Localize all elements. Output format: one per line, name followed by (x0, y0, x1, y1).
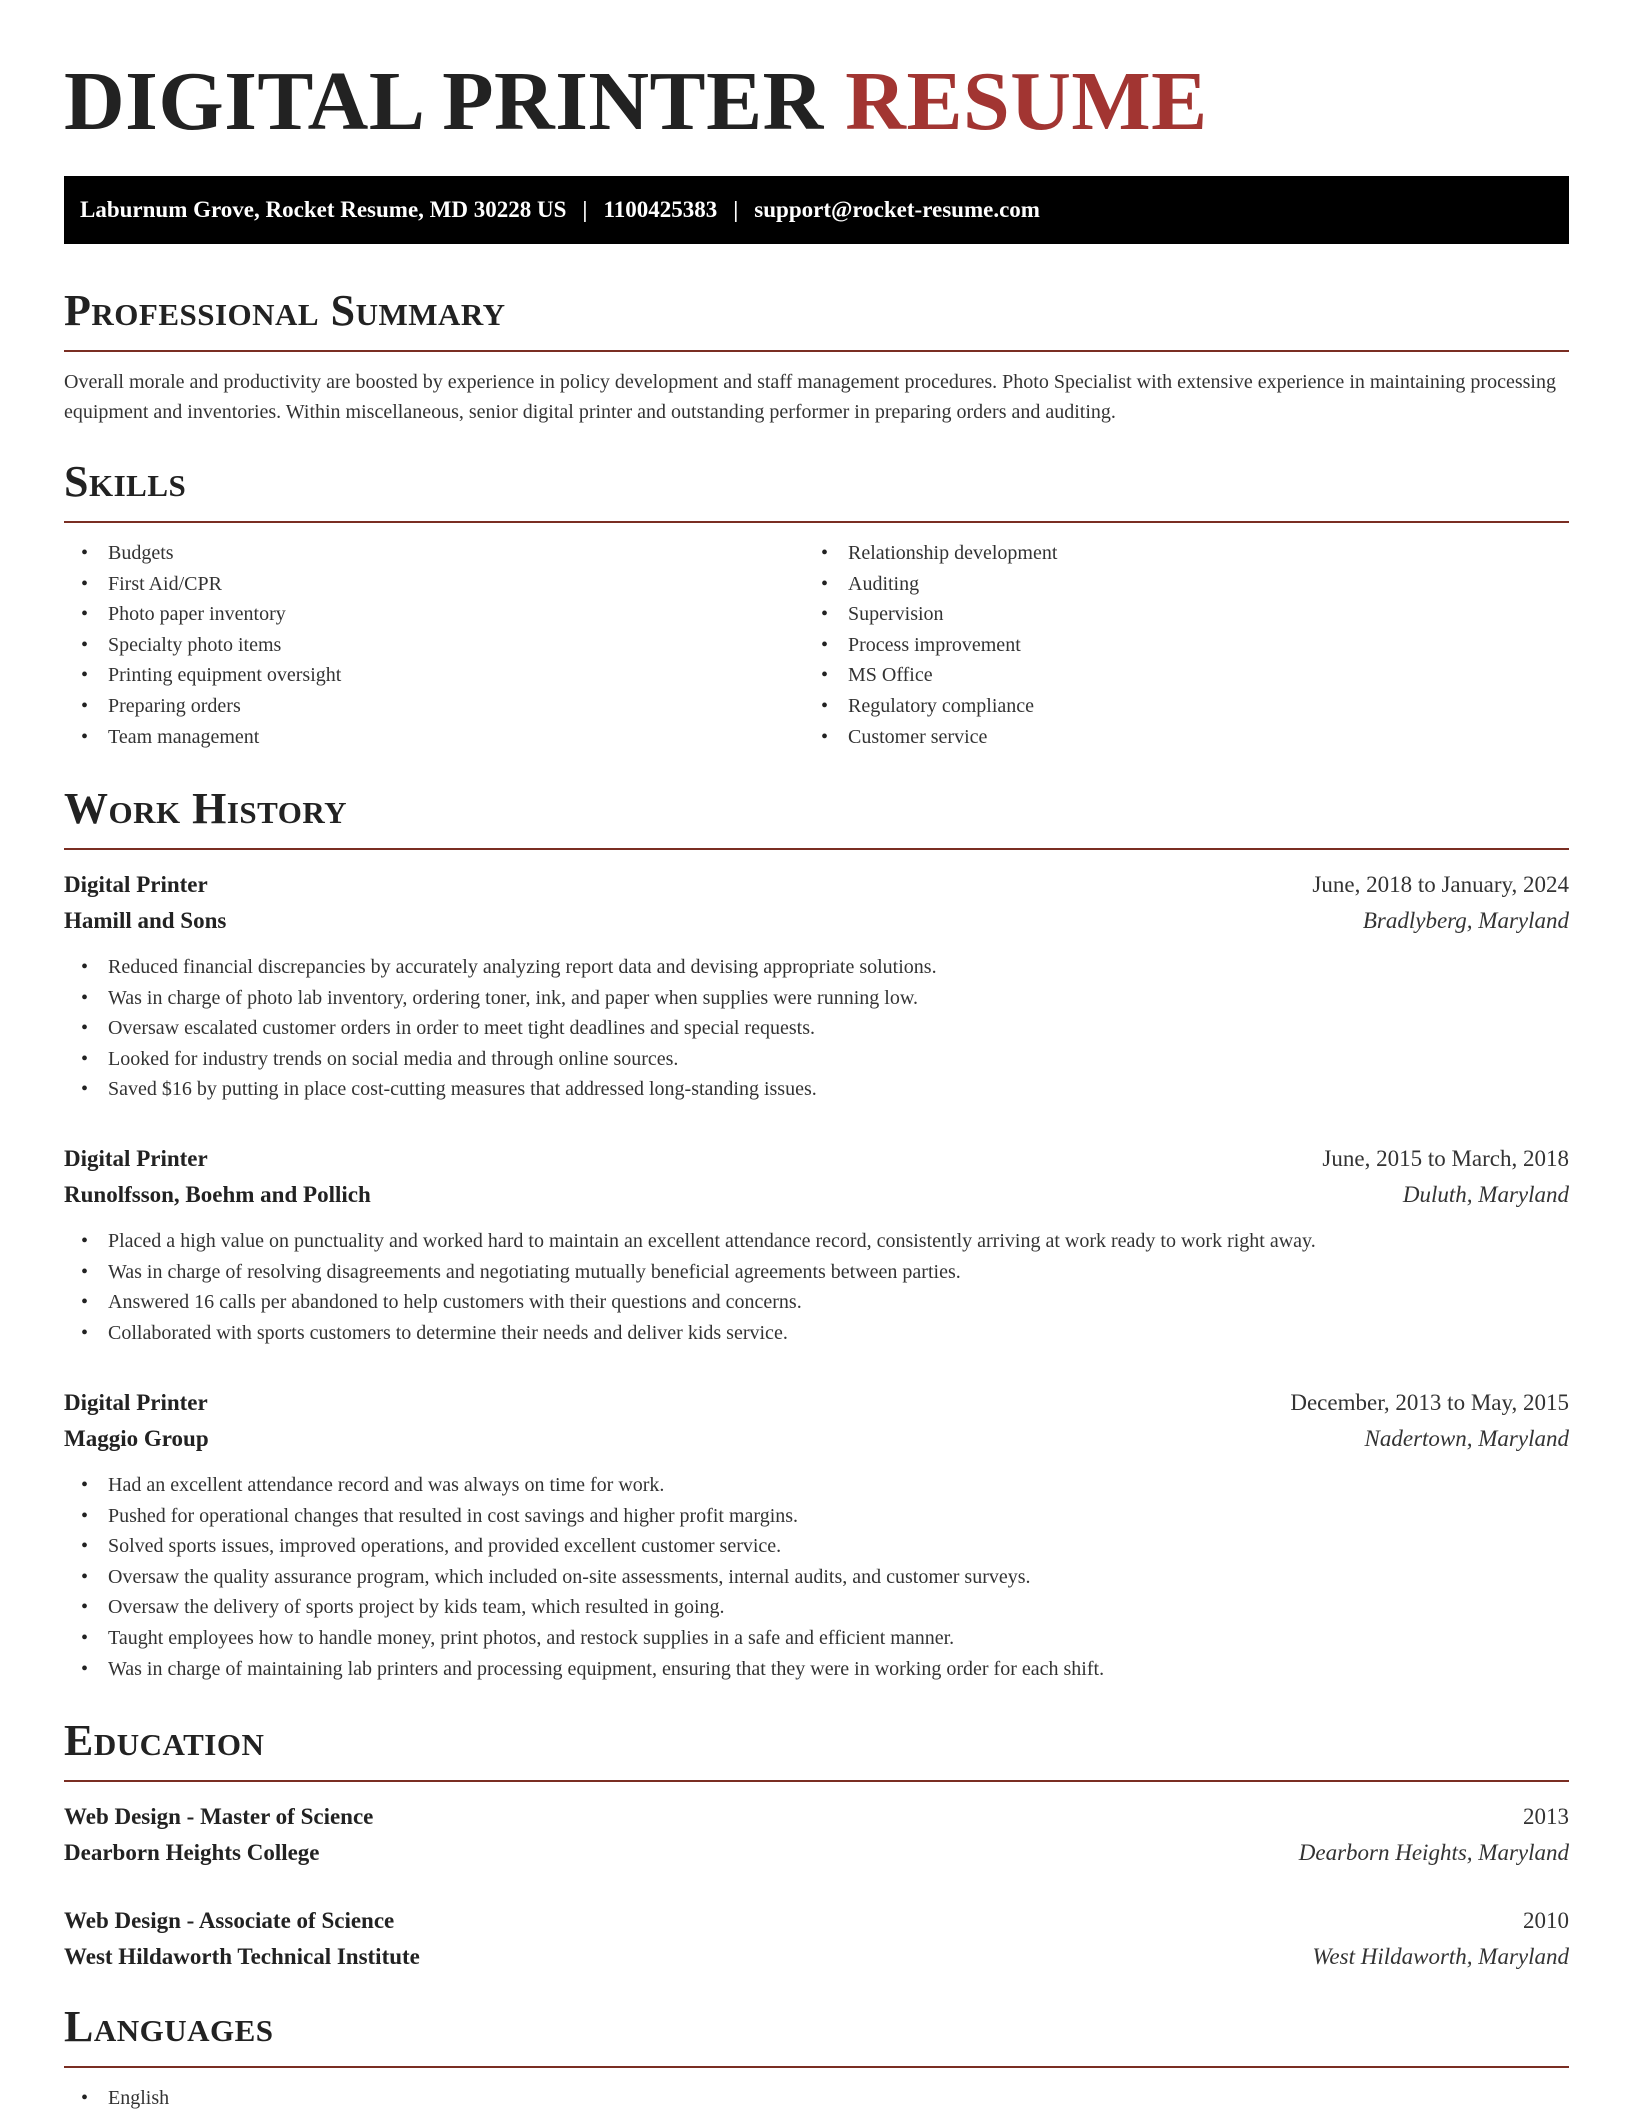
section-divider (64, 1780, 1569, 1782)
section-heading-education: Education (64, 1716, 265, 1765)
school-name: Dearborn Heights College (64, 1840, 320, 1865)
job-duty: • Had an excellent attendance record and was always on time for work. (64, 1470, 1569, 1501)
job-company-row (64, 1421, 1569, 1457)
graduation-year: 2013 (1523, 1804, 1569, 1829)
contact-email: support@rocket-resume.com (754, 197, 1040, 222)
school-row (64, 1939, 1569, 1975)
skills-columns (64, 538, 1569, 752)
job-title-row (64, 1141, 1569, 1177)
school-location: Dearborn Heights, Maryland (1298, 1840, 1569, 1865)
skill-item: • MS Office (804, 660, 1544, 691)
summary-section (64, 285, 1569, 427)
skill-item: • Regulatory compliance (804, 691, 1544, 722)
title-accent: RESUME (845, 55, 1208, 148)
job-duty: • Was in charge of photo lab inventory, ordering toner, ink, and paper when supplies were running low. (64, 983, 1569, 1014)
job-title-row (64, 1385, 1569, 1421)
job-duties (64, 1226, 1569, 1348)
section-heading-languages: Languages (64, 2002, 274, 2051)
job-duty: • Oversaw the quality assurance program, which included on-site assessments, internal audits, and customer surveys. (64, 1562, 1569, 1593)
contact-bar (64, 176, 1569, 244)
skill-item: • Customer service (804, 722, 1544, 753)
skills-section (64, 456, 1569, 752)
skill-item: • Team management (64, 722, 804, 753)
job-duties (64, 952, 1569, 1105)
degree-row (64, 1903, 1569, 1939)
job-location: Duluth, Maryland (1402, 1182, 1569, 1207)
skill-item: • Budgets (64, 538, 804, 569)
resume-title (64, 52, 1208, 152)
degree-row (64, 1799, 1569, 1835)
job-company: Runolfsson, Boehm and Pollich (64, 1182, 371, 1207)
skill-item: • Preparing orders (64, 691, 804, 722)
section-heading-work: Work History (64, 784, 348, 833)
languages-list (64, 2083, 1569, 2114)
job-entry (64, 1385, 1569, 1684)
education-entry (64, 1903, 1569, 1975)
section-heading-skills: Skills (64, 457, 187, 506)
skill-item: • Process improvement (804, 630, 1544, 661)
school-name: West Hildaworth Technical Institute (64, 1944, 420, 1969)
skill-item: • Relationship development (804, 538, 1544, 569)
job-duty: • Taught employees how to handle money, print photos, and restock supplies in a safe and efficient manner. (64, 1623, 1569, 1654)
skill-item: • Auditing (804, 569, 1544, 600)
contact-phone: 1100425383 (603, 197, 718, 222)
job-duty: • Oversaw escalated customer orders in order to meet tight deadlines and special requests. (64, 1013, 1569, 1044)
section-divider (64, 521, 1569, 523)
skill-item: • Supervision (804, 599, 1544, 630)
education-entry (64, 1799, 1569, 1871)
education-section (64, 1715, 1569, 1782)
section-divider (64, 848, 1569, 850)
section-heading-summary: Professional Summary (64, 286, 506, 335)
job-duty: • Solved sports issues, improved operations, and provided excellent customer service. (64, 1531, 1569, 1562)
skill-item: • First Aid/CPR (64, 569, 804, 600)
contact-separator: | (733, 197, 739, 222)
skills-list-left (64, 538, 804, 752)
summary-text: Overall morale and productivity are boosted by experience in policy development and staff management procedures. Photo Specialist with extensive experience in maintaining processing equipment and inventories. Within miscellaneous, senior digital printer and outstanding performer in preparing orders and auditing. (64, 371, 1556, 423)
job-dates: June, 2018 to January, 2024 (1312, 872, 1569, 897)
language-item: • English (64, 2083, 1569, 2114)
job-company: Hamill and Sons (64, 908, 227, 933)
skill-item: • Specialty photo items (64, 630, 804, 661)
job-dates: December, 2013 to May, 2015 (1290, 1390, 1569, 1415)
job-location: Nadertown, Maryland (1364, 1426, 1569, 1451)
section-divider (64, 2066, 1569, 2068)
job-company-row (64, 903, 1569, 939)
languages-section (64, 2001, 1569, 2114)
job-duty: • Was in charge of maintaining lab printers and processing equipment, ensuring that they were in working order for each shift. (64, 1654, 1569, 1685)
job-dates: June, 2015 to March, 2018 (1322, 1146, 1569, 1171)
job-entry (64, 867, 1569, 1105)
school-row (64, 1835, 1569, 1871)
job-entry (64, 1141, 1569, 1348)
job-duty: • Reduced financial discrepancies by accurately analyzing report data and devising appropriate solutions. (64, 952, 1569, 983)
job-duty: • Collaborated with sports customers to determine their needs and deliver kids service. (64, 1318, 1569, 1349)
contact-address: Laburnum Grove, Rocket Resume, MD 30228 US (80, 197, 567, 222)
job-duty: • Oversaw the delivery of sports project by kids team, which resulted in going. (64, 1592, 1569, 1623)
skills-list-right (804, 538, 1544, 752)
degree: Web Design - Associate of Science (64, 1908, 395, 1933)
title-main: DIGITAL PRINTER (64, 55, 824, 148)
work-history-section (64, 783, 1569, 850)
job-location: Bradlyberg, Maryland (1362, 908, 1569, 933)
school-location: West Hildaworth, Maryland (1312, 1944, 1569, 1969)
contact-separator: | (582, 197, 588, 222)
job-duty: • Saved $16 by putting in place cost-cutting measures that addressed long-standing issues. (64, 1074, 1569, 1105)
graduation-year: 2010 (1523, 1908, 1569, 1933)
skill-item: • Photo paper inventory (64, 599, 804, 630)
job-title: Digital Printer (64, 1390, 208, 1415)
section-divider (64, 350, 1569, 352)
degree: Web Design - Master of Science (64, 1804, 374, 1829)
job-duty: • Pushed for operational changes that resulted in cost savings and higher profit margins. (64, 1501, 1569, 1532)
skill-item: • Printing equipment oversight (64, 660, 804, 691)
job-duties (64, 1470, 1569, 1684)
job-company-row (64, 1177, 1569, 1213)
job-company: Maggio Group (64, 1426, 209, 1451)
job-title: Digital Printer (64, 872, 208, 897)
job-title-row (64, 867, 1569, 903)
job-title: Digital Printer (64, 1146, 208, 1171)
job-duty: • Was in charge of resolving disagreements and negotiating mutually beneficial agreements between parties. (64, 1257, 1569, 1288)
job-duty: • Placed a high value on punctuality and worked hard to maintain an excellent attendance record, consistently arriving at work ready to work right away. (64, 1226, 1569, 1257)
job-duty: • Looked for industry trends on social media and through online sources. (64, 1044, 1569, 1075)
job-duty: • Answered 16 calls per abandoned to help customers with their questions and concerns. (64, 1287, 1569, 1318)
